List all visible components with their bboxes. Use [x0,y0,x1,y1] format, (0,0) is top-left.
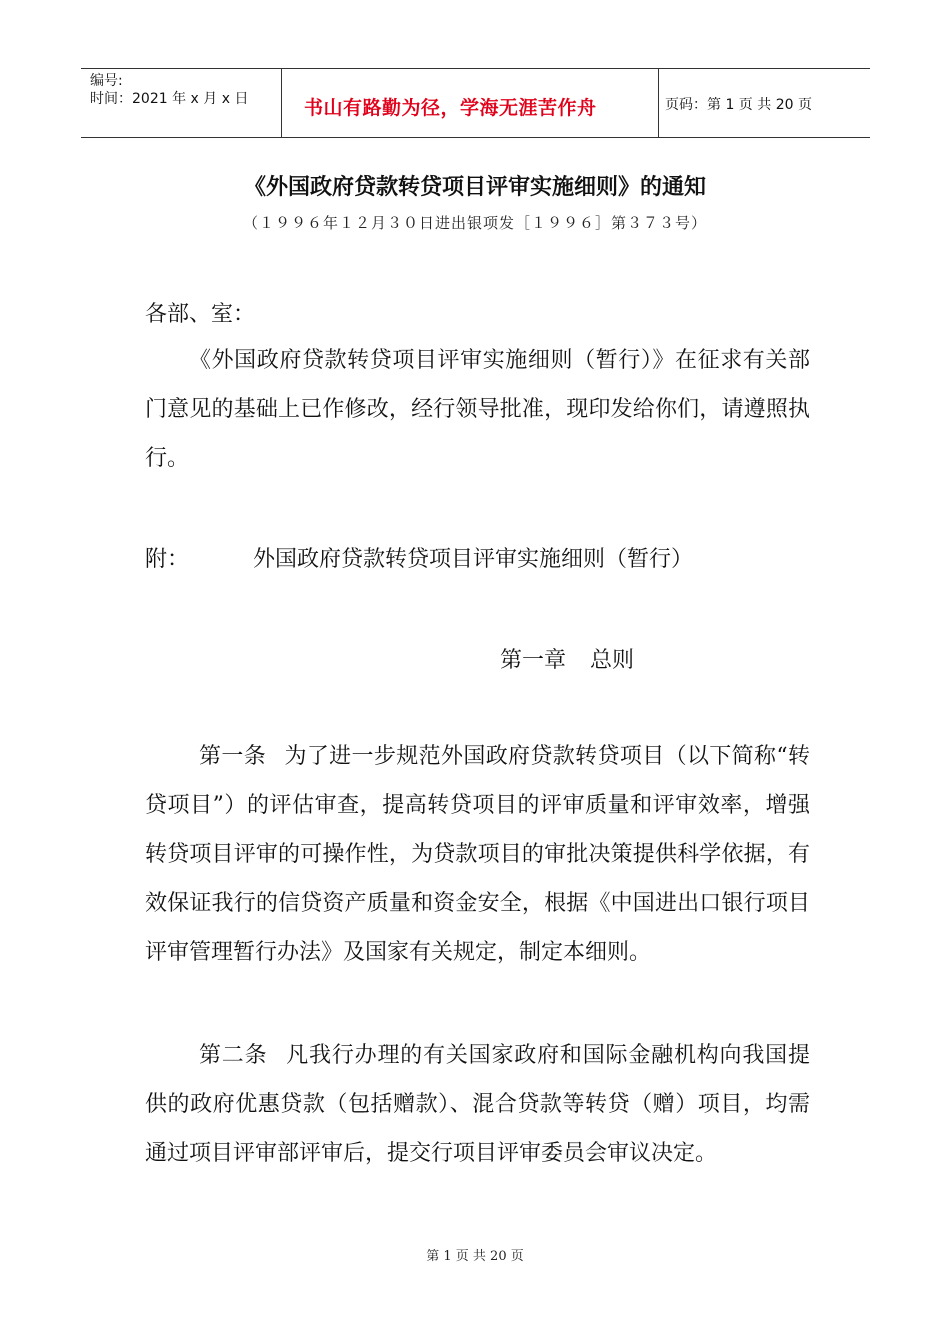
article-2 [145,1031,810,1178]
document-header [81,68,870,138]
document-subtitle: （１９９６年１２月３０日进出银项发［１９９６］第３７３号） [242,214,707,232]
article-2-text: 凡我行办理的有关国家政府和国际金融机构向我国提供的政府优惠贷款（包括赠款）、混合贷款等转贷（赠）项目，均需通过项目评审部评审后，提交行项目评审委员会审议决定。 [145,1043,810,1166]
page-info: 页码：第 1 页 共 20 页 [665,97,812,113]
header-meta [81,69,281,137]
article-1-text: 为了进一步规范外国政府贷款转贷项目（以下简称“转贷项目”）的评估审查，提高转贷项目的评审质量和评审效率，增强转贷项目评审的可操作性，为贷款项目的审批决策提供科学依据，有效保证我行的信贷资产质量和资金安全，根据《中国进出口银行项目评审管理暂行办法》及国家有关规定，制定本细则。 [145,744,810,965]
article-2-label: 第二条 [199,1043,268,1068]
chapter-title: 总则 [590,648,635,673]
intro-paragraph: 《外国政府贷款转贷项目评审实施细则（暂行）》在征求有关部门意见的基础上已作修改，经行领导批准，现印发给你们，请遵照执行。 [145,348,810,471]
header-motto-cell [281,69,659,137]
article-1 [145,732,810,977]
number-label: 编号: [90,73,123,89]
attachment-line [145,535,810,584]
chapter-heading [500,636,634,685]
attachment-label: 附： [145,547,190,572]
article-1-label: 第一条 [199,744,267,769]
document-title: 《外国政府贷款转贷项目评审实施细则》的通知 [243,175,706,200]
chapter-number: 第一章 [500,648,567,673]
attachment-title: 外国政府贷款转贷项目评审实施细则（暂行） [253,547,694,572]
page-footer: 第 1 页 共 20 页 [426,1249,524,1264]
time-label: 时间：2021 年 x 月 x 日 [90,91,249,107]
motto-text: 书山有路勤为径，学海无涯苦作舟 [304,97,597,119]
salutation: 各部、室： [145,302,256,327]
